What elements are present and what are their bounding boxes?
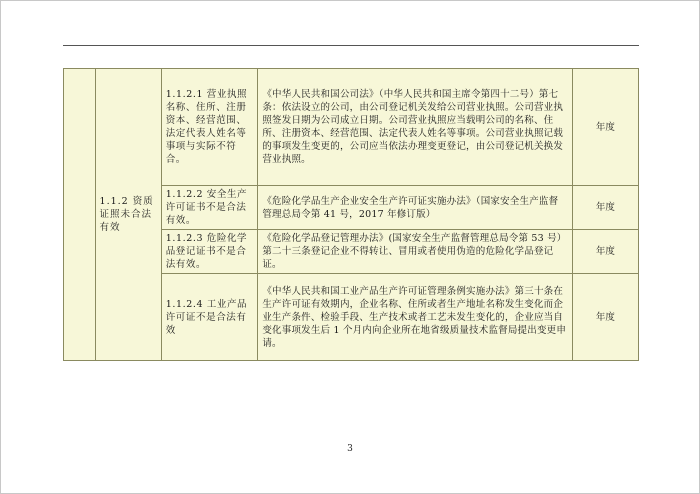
group-label-cell — [95, 69, 161, 361]
basis-cell — [258, 186, 572, 230]
basis-text: 《中华人民共和国公司法》（中华人民共和国主席令第四十二号）第七条：依法设立的公司，由公司登记机关发给公司营业执照。公司营业执照签发日期为公司成立日期。公司营业执照应当载明公司的名称、住所、注册资本、经营范围、法定代表人姓名等事项。公司营业执照记载的事项发生变更的，公司应当依法办理变更登记，由公司登记机关换发营业执照。 — [262, 89, 564, 165]
basis-cell — [258, 230, 572, 274]
basis-cell — [258, 69, 572, 186]
frequency-cell — [572, 274, 638, 361]
frequency-cell — [572, 230, 638, 274]
item-cell — [161, 230, 258, 274]
item-text: 1.1.2.2 安全生产许可证书不是合法有效。 — [165, 189, 248, 226]
frequency-cell — [572, 69, 638, 186]
basis-cell — [258, 274, 572, 361]
frequency-text: 年度 — [595, 121, 615, 133]
frequency-text: 年度 — [595, 311, 615, 323]
basis-text: 《危险化学品登记管理办法》(国家安全生产监督管理总局令第 53 号）第二十三条登记企业不得转让、冒用或者使用伪造的危险化学品登记证。 — [262, 233, 567, 270]
group-label: 1.1.2 资质证照未合法有效 — [99, 196, 154, 233]
frequency-cell — [572, 186, 638, 230]
frequency-text: 年度 — [595, 246, 615, 257]
item-text: 1.1.2.1 营业执照名称、住所、注册资本、经营范围、法定代表人姓名等事项与实际不符合。 — [165, 89, 248, 165]
inspection-table — [63, 68, 639, 361]
item-cell — [161, 69, 258, 186]
item-text: 1.1.2.3 危险化学品登记证书不是合法有效。 — [165, 233, 248, 270]
table-row — [64, 69, 639, 186]
page-number: 3 — [347, 444, 353, 454]
basis-text: 《危险化学品生产企业安全生产许可证实施办法》（国家安全生产监督管理总局令第 41 号，2017 年修订版） — [262, 195, 559, 220]
item-cell — [161, 274, 258, 361]
header-rule — [63, 45, 639, 46]
item-text: 1.1.2.4 工业产品许可证不是合法有效 — [165, 298, 248, 336]
item-cell — [161, 186, 258, 230]
basis-text: 《中华人民共和国工业产品生产许可证管理条例实施办法》第三十条在生产许可证有效期内，企业名称、住所或者生产地址名称发生变化而企业生产条件、检验手段、生产技术或者工艺未发生变化的，企业应当自变化事项发生后 1 个月内向企业所在地省级质量技术监督局提出变更申请。 — [262, 285, 567, 349]
frequency-text: 年度 — [595, 202, 615, 213]
blank-category-cell — [64, 69, 96, 361]
